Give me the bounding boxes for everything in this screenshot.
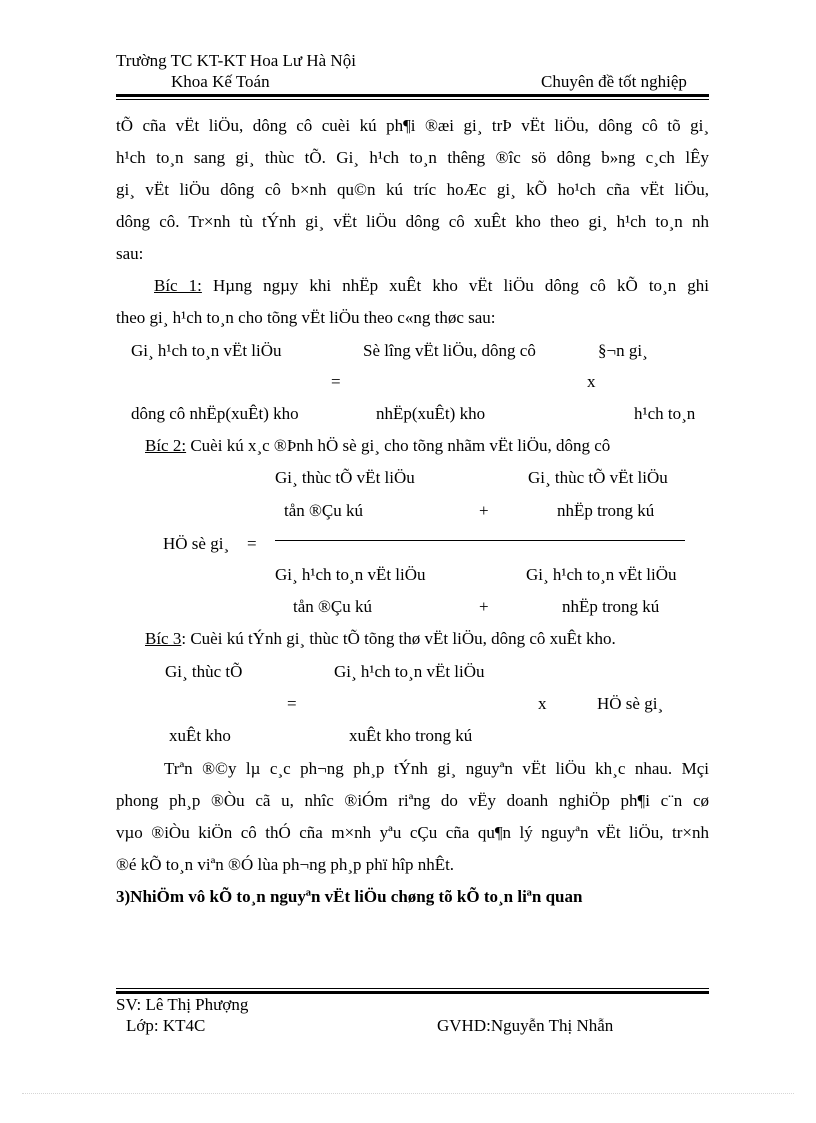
formula2-den-right-2: nhËp trong kú — [562, 597, 660, 616]
formula3-mid-bottom: xuÊt kho trong kú — [349, 726, 473, 745]
formula2-num-right-2: nhËp trong kú — [557, 501, 655, 520]
step2-text: Cuèi kú x¸c ®Þnh hÖ sè gi¸ cho tõng nhãm vËt liÖu, dông cô — [186, 436, 611, 455]
formula2-den-left-1: Gi¸ h¹ch to¸n vËt liÖu — [275, 565, 426, 584]
header-rule-thin — [116, 99, 709, 100]
formula3-lhs-bottom: xuÊt kho — [169, 726, 231, 745]
formula1-equals: = — [331, 372, 341, 391]
paragraph-line: gi¸ vËt liÖu dông cô b×nh qu©n kú tríc hoÆc gi¸ kÕ ho¹ch cña vËt liÖu, — [116, 180, 709, 199]
formula1-times: x — [587, 372, 596, 391]
formula3-rhs: HÖ sè gi¸ — [597, 694, 664, 713]
formula3-lhs-top: Gi¸ thùc tÕ — [165, 662, 243, 681]
step3-label: Bíc 3 — [145, 629, 182, 648]
step2-line — [145, 437, 610, 455]
formula3-times: x — [538, 694, 547, 713]
advisor-name: GVHD:Nguyễn Thị Nhẫn — [437, 1016, 614, 1035]
section-heading: 3)NhiÖm vô kÕ to¸n nguyªn vËt liÖu chøng tõ kÕ to¸n liªn quan — [116, 887, 583, 906]
paragraph-line: dông cô. Tr×nh tù tÝnh gi¸ vËt liÖu dông cô xuÊt kho theo gi¸ h¹ch to¸n nh — [116, 212, 709, 231]
step2-label: Bíc 2: — [145, 436, 187, 455]
step1-text: Hµng ngµy khi nhËp xuÊt kho vËt liÖu dông cô kÕ to¸n ghi — [201, 276, 709, 295]
school-name: Trường TC KT-KT Hoa Lư Hà Nội — [116, 51, 356, 70]
document-type: Chuyên đề tốt nghiệp — [541, 72, 687, 91]
paragraph-line: h¹ch to¸n sang gi¸ thùc tÕ. Gi¸ h¹ch to¸n thêng ®îc sö dông b»ng c¸ch lÊy — [116, 148, 709, 167]
footer-rule-thin — [116, 988, 709, 989]
formula1-mid-bottom: nhËp(xuÊt) kho — [376, 404, 486, 423]
page-bottom-border — [22, 1093, 794, 1094]
formula1-rhs-top: §¬n gi¸ — [598, 341, 648, 360]
paragraph-line: vµo ®iÒu kiÖn cô thÓ cña m×nh yªu cÇu cña qu¶n lý nguyªn vËt liÖu, tr×nh — [116, 823, 709, 842]
formula1-mid-top: Sè lîng vËt liÖu, dông cô — [363, 341, 536, 360]
paragraph-line: phong ph¸p ®Òu cã u, nhîc ®iÓm riªng do vËy doanh nghiÖp ph¶i c¨n cø — [116, 791, 709, 810]
formula3-equals: = — [287, 694, 297, 713]
formula2-num-right-1: Gi¸ thùc tÕ vËt liÖu — [528, 468, 668, 487]
student-name: SV: Lê Thị Phượng — [116, 995, 249, 1014]
step1-line — [154, 277, 709, 295]
paragraph-line: Trªn ®©y lµ c¸c ph¬ng ph¸p tÝnh gi¸ nguyªn vËt liÖu kh¸c nhau. Mçi — [164, 759, 709, 778]
formula2-num-left-2: tån ®Çu kú — [284, 501, 364, 520]
formula2-equals: = — [247, 534, 257, 553]
department-name: Khoa Kế Toán — [171, 72, 270, 91]
formula2-lhs: HÖ sè gi¸ — [163, 534, 230, 553]
step1-line2: theo gi¸ h¹ch to¸n cho tõng vËt liÖu theo c«ng thøc sau: — [116, 308, 496, 327]
class-name: Lớp: KT4C — [126, 1016, 206, 1035]
footer-rule-thick — [116, 991, 709, 994]
step3-line — [145, 630, 616, 648]
formula2-num-left-1: Gi¸ thùc tÕ vËt liÖu — [275, 468, 415, 487]
formula2-den-left-2: tån ®Çu kú — [293, 597, 373, 616]
paragraph-line: tÕ cña vËt liÖu, dông cô cuèi kú ph¶i ®æi gi¸ trÞ vËt liÖu, dông cô tõ gi¸ — [116, 116, 709, 135]
paragraph-line: ®é kÕ to¸n viªn ®Ó lùa ph¬ng ph¸p phï hîp nhÊt. — [116, 855, 455, 874]
header-rule-thick — [116, 94, 709, 97]
step1-label: Bíc 1: — [154, 276, 202, 295]
formula3-mid-top: Gi¸ h¹ch to¸n vËt liÖu — [334, 662, 485, 681]
step3-text: : Cuèi kú tÝnh gi¸ thùc tÕ tõng thø vËt liÖu, dông cô xuÊt kho. — [181, 629, 616, 648]
formula2-num-plus: + — [479, 501, 489, 520]
fraction-bar — [275, 540, 685, 541]
formula2-den-right-1: Gi¸ h¹ch to¸n vËt liÖu — [526, 565, 677, 584]
formula1-lhs-top: Gi¸ h¹ch to¸n vËt liÖu — [131, 341, 282, 360]
formula2-den-plus: + — [479, 597, 489, 616]
paragraph-line: sau: — [116, 244, 144, 263]
formula1-rhs-bottom: h¹ch to¸n — [634, 404, 696, 423]
formula1-lhs-bottom: dông cô nhËp(xuÊt) kho — [131, 404, 299, 423]
